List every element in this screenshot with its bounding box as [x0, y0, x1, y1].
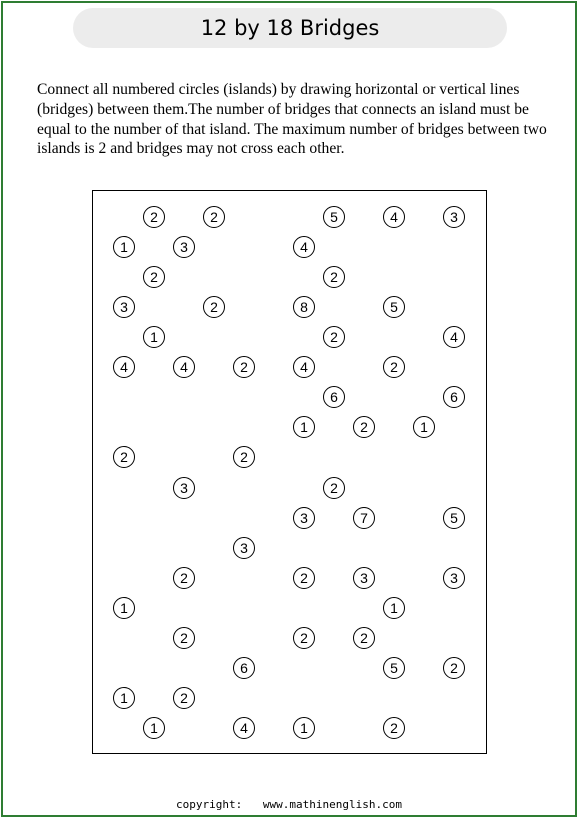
island-circle[interactable]: 2	[233, 446, 255, 468]
island-circle[interactable]: 2	[203, 206, 225, 228]
island-circle[interactable]: 2	[383, 356, 405, 378]
island-circle[interactable]: 2	[173, 627, 195, 649]
island-circle[interactable]: 5	[383, 296, 405, 318]
island-circle[interactable]: 2	[233, 356, 255, 378]
instructions-text: Connect all numbered circles (islands) by drawing horizontal or vertical lines (bridges) between them.The number of bridges that connects an island must be equal to the number of that island. The maximum number of bridges between two islands is 2 and bridges may not cross each other.	[37, 81, 547, 158]
copyright-label: copyright:	[176, 798, 243, 811]
island-circle[interactable]: 6	[233, 657, 255, 679]
island-circle[interactable]: 1	[143, 326, 165, 348]
island-circle[interactable]: 2	[323, 326, 345, 348]
island-circle[interactable]: 1	[383, 597, 405, 619]
island-circle[interactable]: 6	[323, 386, 345, 408]
island-circle[interactable]: 1	[113, 597, 135, 619]
puzzle-board[interactable]	[92, 190, 487, 754]
island-circle[interactable]: 1	[293, 717, 315, 739]
island-circle[interactable]: 4	[173, 356, 195, 378]
island-circle[interactable]: 2	[383, 717, 405, 739]
island-circle[interactable]: 1	[293, 416, 315, 438]
island-circle[interactable]: 3	[113, 296, 135, 318]
island-circle[interactable]: 4	[293, 356, 315, 378]
copyright-site-link[interactable]: www.mathinenglish.com	[262, 798, 402, 811]
island-circle[interactable]: 6	[443, 386, 465, 408]
island-circle[interactable]: 5	[443, 507, 465, 529]
island-circle[interactable]: 4	[233, 717, 255, 739]
island-circle[interactable]: 2	[113, 446, 135, 468]
island-circle[interactable]: 1	[113, 236, 135, 258]
island-circle[interactable]: 2	[173, 567, 195, 589]
island-circle[interactable]: 5	[323, 206, 345, 228]
island-circle[interactable]: 4	[383, 206, 405, 228]
island-circle[interactable]: 2	[173, 687, 195, 709]
island-circle[interactable]: 2	[353, 416, 375, 438]
island-circle[interactable]: 3	[173, 477, 195, 499]
island-circle[interactable]: 3	[353, 567, 375, 589]
island-circle[interactable]: 3	[293, 507, 315, 529]
island-circle[interactable]: 1	[143, 717, 165, 739]
island-circle[interactable]: 2	[203, 296, 225, 318]
island-circle[interactable]: 4	[293, 236, 315, 258]
island-circle[interactable]: 5	[383, 657, 405, 679]
island-circle[interactable]: 4	[443, 326, 465, 348]
island-circle[interactable]: 3	[233, 537, 255, 559]
page-title: 12 by 18 Bridges	[73, 8, 507, 48]
island-circle[interactable]: 2	[323, 266, 345, 288]
island-circle[interactable]: 2	[143, 266, 165, 288]
island-circle[interactable]: 2	[323, 477, 345, 499]
island-circle[interactable]: 2	[443, 657, 465, 679]
island-circle[interactable]: 2	[353, 627, 375, 649]
island-circle[interactable]: 7	[353, 507, 375, 529]
island-circle[interactable]: 2	[143, 206, 165, 228]
island-circle[interactable]: 3	[443, 567, 465, 589]
island-circle[interactable]: 1	[413, 416, 435, 438]
copyright-footer	[0, 798, 578, 811]
island-circle[interactable]: 8	[293, 296, 315, 318]
island-circle[interactable]: 2	[293, 567, 315, 589]
island-circle[interactable]: 1	[113, 687, 135, 709]
island-circle[interactable]: 3	[173, 236, 195, 258]
island-circle[interactable]: 4	[113, 356, 135, 378]
island-circle[interactable]: 2	[293, 627, 315, 649]
island-circle[interactable]: 3	[443, 206, 465, 228]
